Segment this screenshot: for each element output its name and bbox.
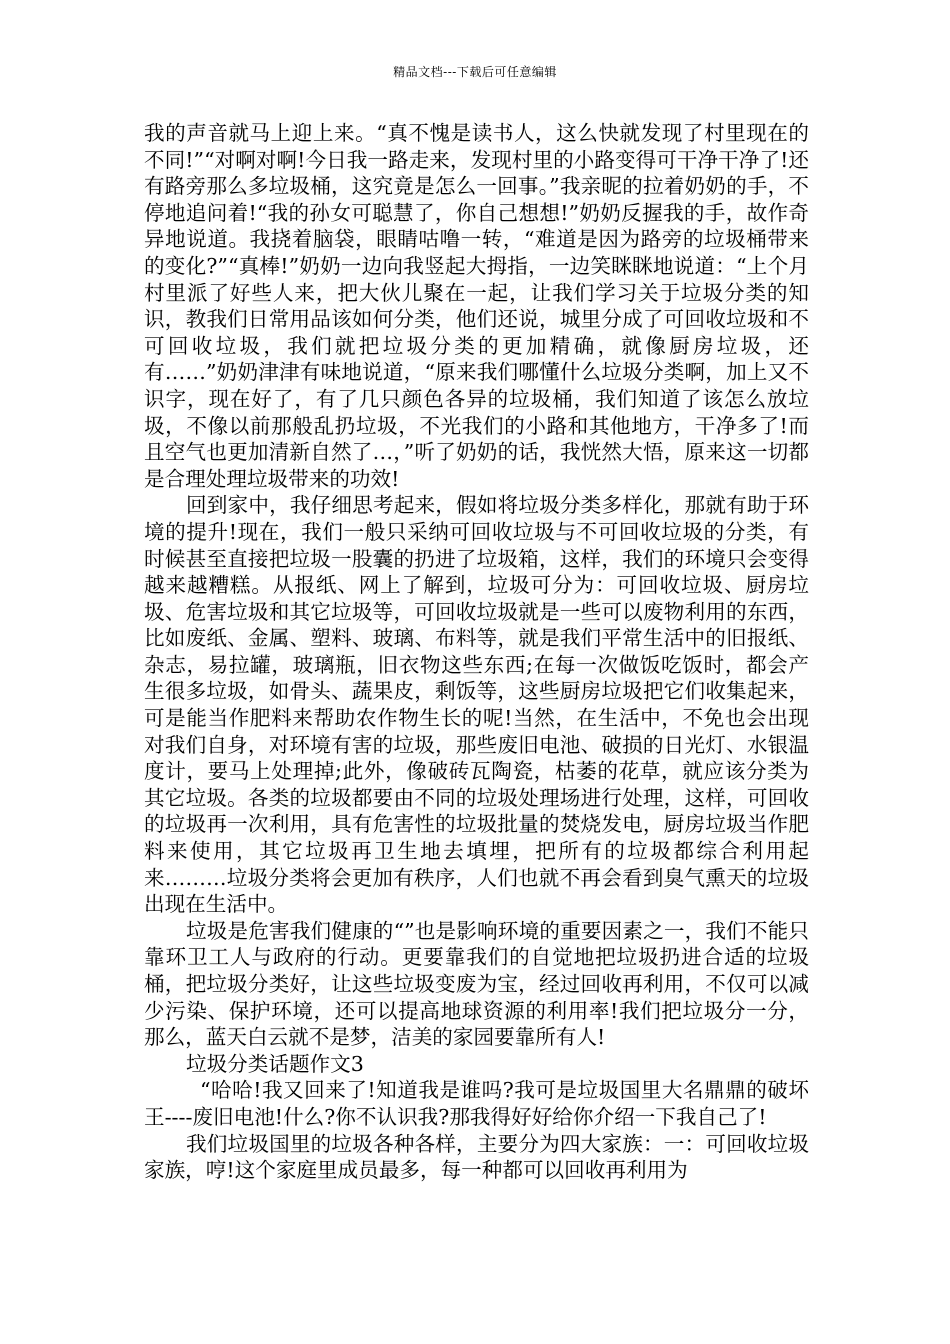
paragraph: 垃圾是危害我们健康的“”也是影响环境的重要因素之一，我们不能只靠环卫工人与政府的行动。更要靠我们的自觉地把垃圾扔进合适的垃圾桶，把垃圾分类好，让这些垃圾变废为宝，经过回收再利用，不仅可以减少污染、保护环境，还可以提高地球资源的利用率!我们把垃圾分一分，那么，蓝天白云就不是梦，洁美的家园要靠所有人! (144, 918, 809, 1050)
paragraph: 我的声音就马上迎上来。“真不愧是读书人，这么快就发现了村里现在的不同!”“对啊对啊!今日我一路走来，发现村里的小路变得可干净干净了!还有路旁那么多垃圾桶，这究竟是怎么一回事。”我亲昵的拉着奶奶的手，不停地追问着!“我的孙女可聪慧了，你自己想想!”奶奶反握我的手，故作奇异地说道。我挠着脑袋，眼睛咕噜一转，“难道是因为路旁的垃圾桶带来的变化?”“真棒!”奶奶一边向我竖起大拇指，一边笑眯眯地说道：“上个月村里派了好些人来，把大伙儿聚在一起，让我们学习关于垃圾分类的知识，教我们日常用品该如何分类，他们还说，城里分成了可回收垃圾和不可回收垃圾，我们就把垃圾分类的更加精确，就像厨房垃圾，还有……”奶奶津津有味地说道，“原来我们哪懂什么垃圾分类啊，加上又不识字，现在好了，有了几只颜色各异的垃圾桶，我们知道了该怎么放垃圾，不像以前那般乱扔垃圾，不光我们的小路和其他地方，干净多了!而且空气也更加清新自然了…，”听了奶奶的话，我恍然大悟，原来这一切都是合理处理垃圾带来的功效! (144, 121, 809, 491)
paragraph: “哈哈!我又回来了!知道我是谁吗?我可是垃圾国里大名鼎鼎的破坏王----废旧电池!什么?你不认识我?那我得好好给你介绍一下我自己了! (144, 1078, 809, 1129)
paragraph: 回到家中，我仔细思考起来，假如将垃圾分类多样化，那就有助于环境的提升!现在，我们一般只采纳可回收垃圾与不可回收垃圾的分类，有时候甚至直接把垃圾一股囊的扔进了垃圾箱，这样，我们的环境只会变得越来越糟糕。从报纸、网上了解到，垃圾可分为：可回收垃圾、厨房垃圾、危害垃圾和其它垃圾等，可回收垃圾就是一些可以废物利用的东西，比如废纸、金属、塑料、玻璃、布料等，就是我们平常生活中的旧报纸、杂志，易拉罐，玻璃瓶，旧衣物这些东西;在每一次做饭吃饭时，都会产生很多垃圾，如骨头、蔬果皮，剩饭等，这些厨房垃圾把它们收集起来，可是能当作肥料来帮助农作物生长的呢!当然，在生活中，不免也会出现对我们自身，对环境有害的垃圾，那些废旧电池、破损的日光灯、水银温度计，要马上处理掉;此外，像破砖瓦陶瓷，枯萎的花草，就应该分类为其它垃圾。各类的垃圾都要由不同的垃圾处理场进行处理，这样，可回收的垃圾再一次利用，具有危害性的垃圾批量的焚烧发电，厨房垃圾当作肥料来使用，其它垃圾再卫生地去填埋，把所有的垃圾都综合利用起来………垃圾分类将会更加有秩序，人们也就不再会看到臭气熏天的垃圾出现在生活中。 (144, 493, 809, 917)
section-heading: 垃圾分类话题作文3 (186, 1051, 364, 1076)
paragraph: 我们垃圾国里的垃圾各种各样，主要分为四大家族：一：可回收垃圾家族，哼!这个家庭里成员最多，每一种都可以回收再利用为 (144, 1131, 809, 1183)
page-header: 精品文档---下载后可任意编辑 (393, 65, 557, 79)
document-body (144, 120, 809, 1184)
